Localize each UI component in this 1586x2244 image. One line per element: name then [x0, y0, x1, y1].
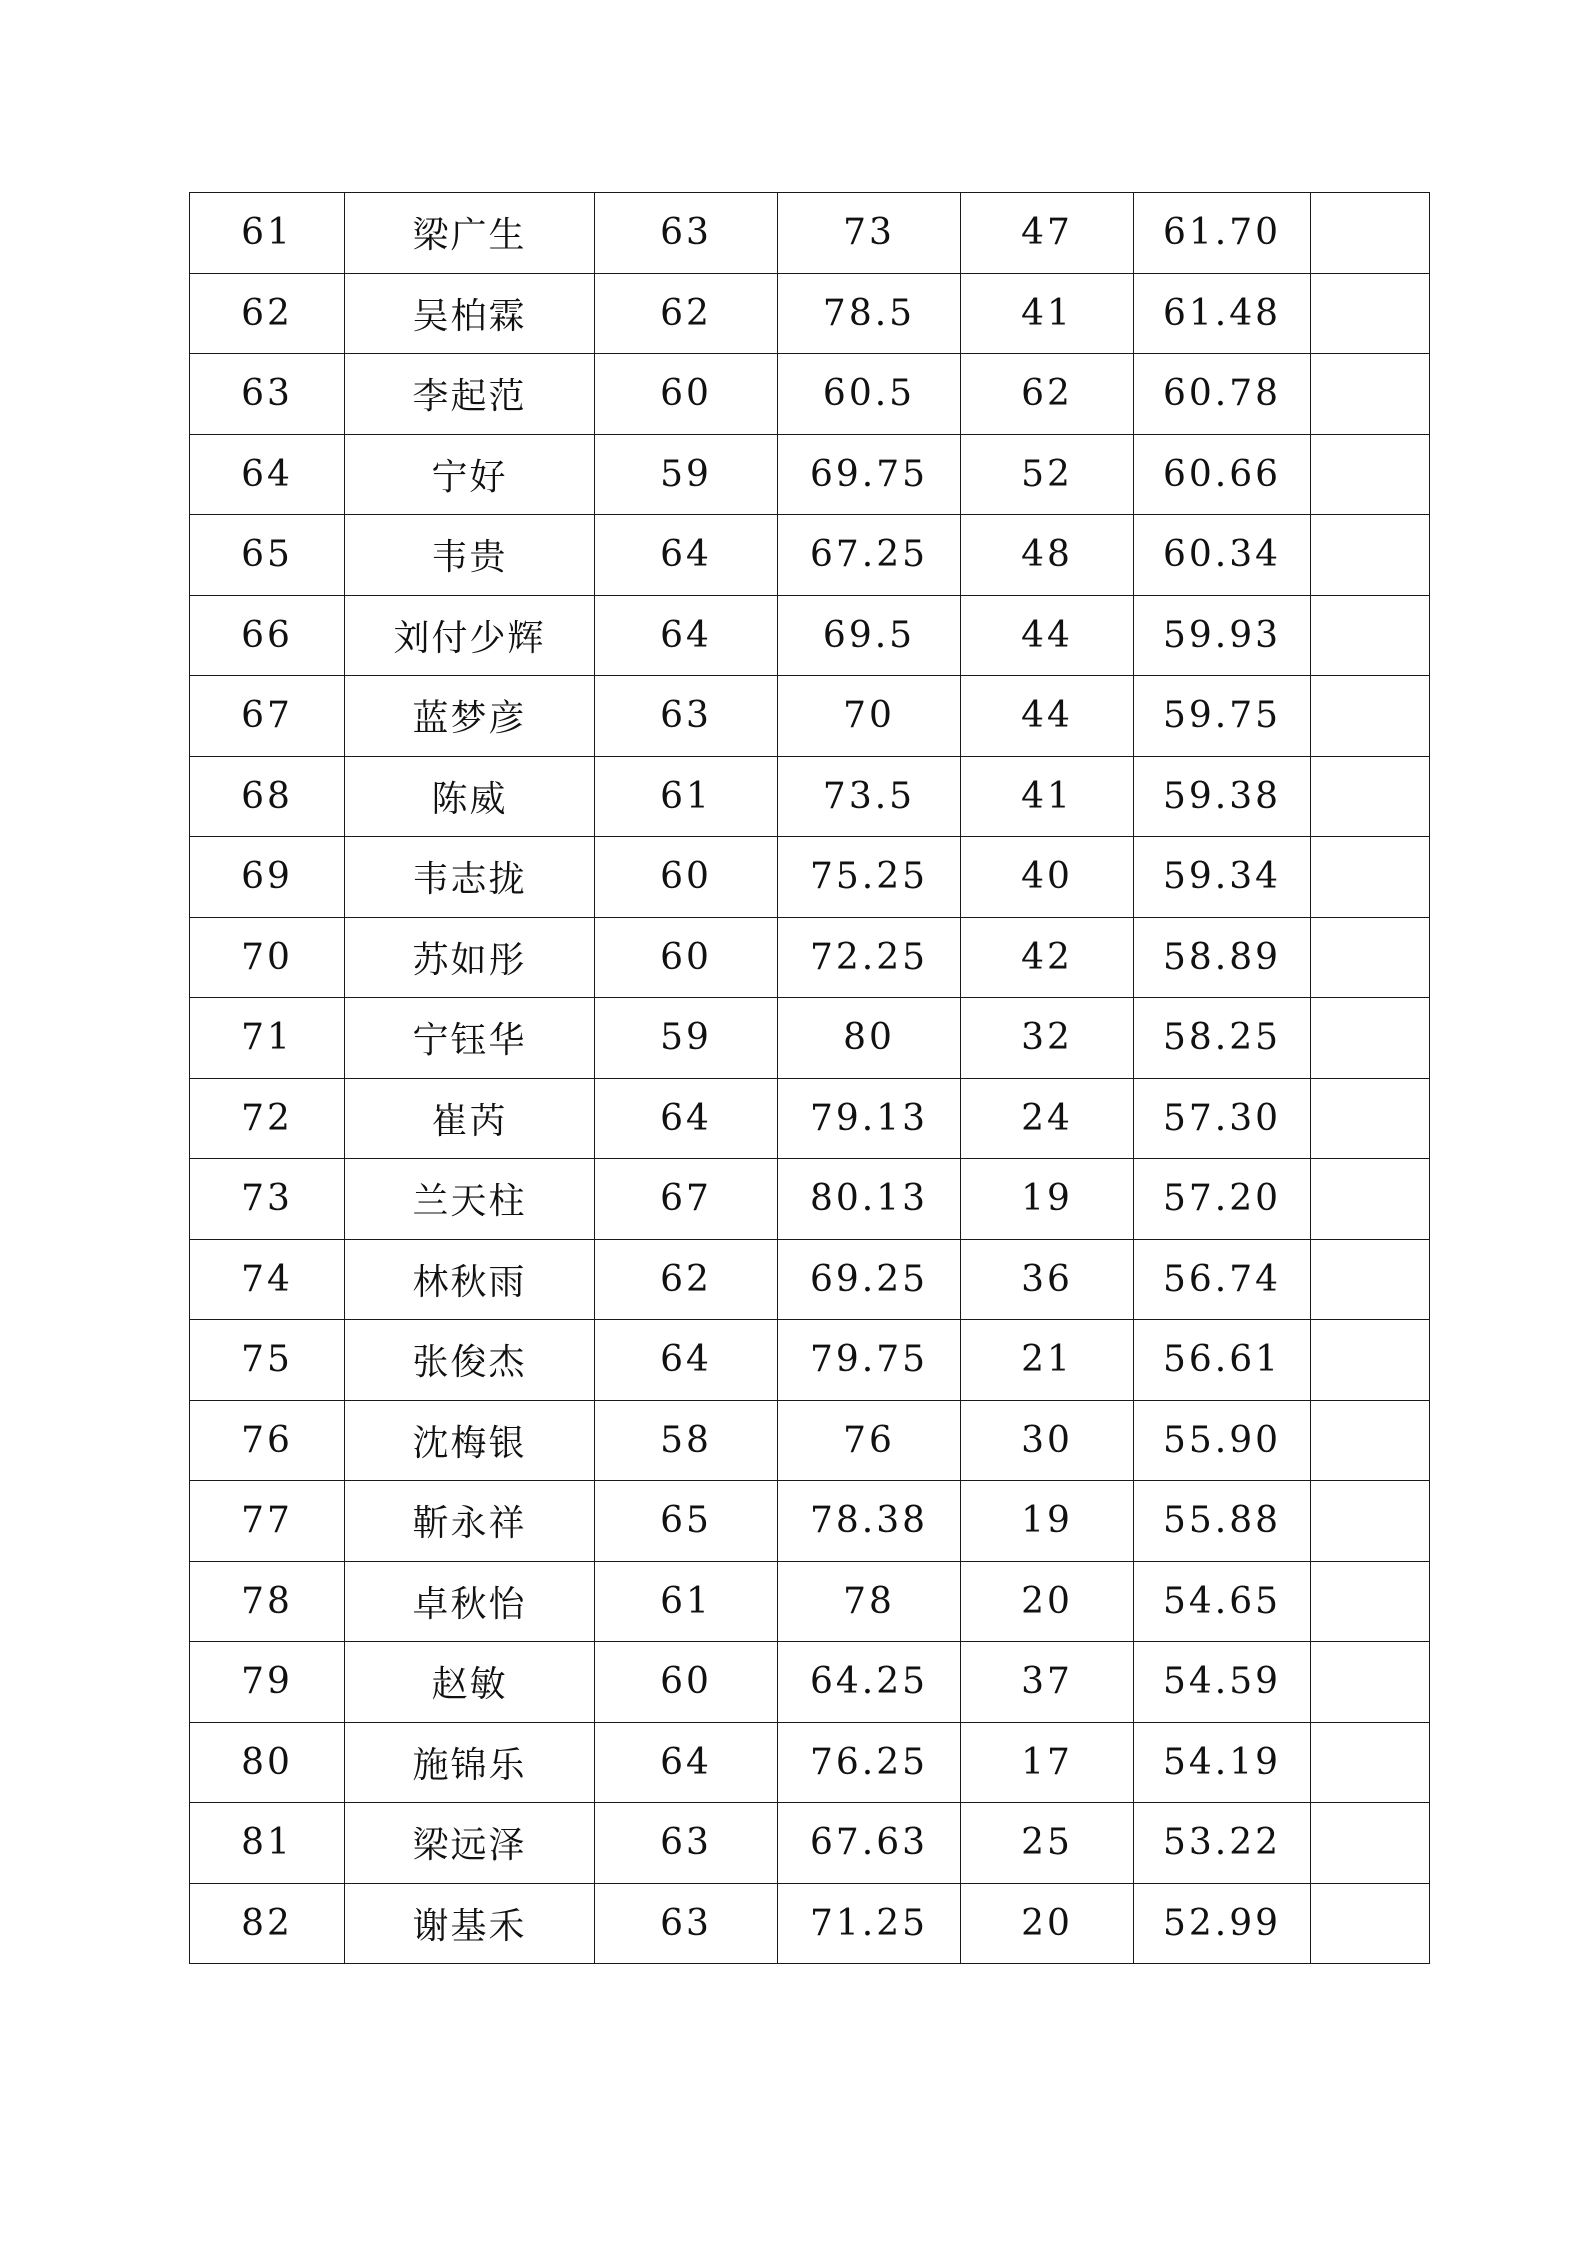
score-b-cell: 67.25	[778, 515, 961, 596]
table-row	[190, 273, 1430, 354]
row-number-cell: 78	[190, 1561, 345, 1642]
remarks-cell	[1311, 354, 1430, 435]
remarks-cell	[1311, 1239, 1430, 1320]
candidate-name-cell: 赵敏	[345, 1642, 595, 1723]
remarks-cell	[1311, 193, 1430, 274]
score-c-cell: 25	[961, 1803, 1134, 1884]
remarks-cell	[1311, 515, 1430, 596]
candidate-name-cell: 林秋雨	[345, 1239, 595, 1320]
score-b-cell: 76	[778, 1400, 961, 1481]
candidate-name-cell: 崔芮	[345, 1078, 595, 1159]
score-a-cell: 62	[595, 273, 778, 354]
table-row	[190, 917, 1430, 998]
candidate-name-cell: 苏如彤	[345, 917, 595, 998]
row-number-cell: 65	[190, 515, 345, 596]
row-number-cell: 66	[190, 595, 345, 676]
score-c-cell: 19	[961, 1159, 1134, 1240]
table-row	[190, 1883, 1430, 1964]
row-number-cell: 68	[190, 756, 345, 837]
score-b-cell: 64.25	[778, 1642, 961, 1723]
table-row	[190, 434, 1430, 515]
total-score-cell: 52.99	[1134, 1883, 1311, 1964]
table-row	[190, 837, 1430, 918]
remarks-cell	[1311, 434, 1430, 515]
total-score-cell: 57.20	[1134, 1159, 1311, 1240]
row-number-cell: 82	[190, 1883, 345, 1964]
remarks-cell	[1311, 1722, 1430, 1803]
table-row	[190, 1803, 1430, 1884]
remarks-cell	[1311, 676, 1430, 757]
total-score-cell: 55.90	[1134, 1400, 1311, 1481]
table-row	[190, 354, 1430, 435]
row-number-cell: 64	[190, 434, 345, 515]
total-score-cell: 60.34	[1134, 515, 1311, 596]
score-b-cell: 69.25	[778, 1239, 961, 1320]
score-a-cell: 63	[595, 1803, 778, 1884]
candidate-name-cell: 沈梅银	[345, 1400, 595, 1481]
total-score-cell: 54.19	[1134, 1722, 1311, 1803]
row-number-cell: 74	[190, 1239, 345, 1320]
score-b-cell: 60.5	[778, 354, 961, 435]
remarks-cell	[1311, 595, 1430, 676]
score-b-cell: 70	[778, 676, 961, 757]
row-number-cell: 63	[190, 354, 345, 435]
table-row	[190, 1078, 1430, 1159]
table-row	[190, 1481, 1430, 1562]
candidate-name-cell: 韦贵	[345, 515, 595, 596]
candidate-name-cell: 张俊杰	[345, 1320, 595, 1401]
score-a-cell: 64	[595, 1078, 778, 1159]
score-b-cell: 78.5	[778, 273, 961, 354]
total-score-cell: 58.89	[1134, 917, 1311, 998]
score-c-cell: 32	[961, 998, 1134, 1079]
score-a-cell: 63	[595, 1883, 778, 1964]
score-a-cell: 64	[595, 595, 778, 676]
remarks-cell	[1311, 1642, 1430, 1723]
table-row	[190, 1722, 1430, 1803]
score-b-cell: 69.5	[778, 595, 961, 676]
score-c-cell: 36	[961, 1239, 1134, 1320]
score-b-cell: 71.25	[778, 1883, 961, 1964]
score-table	[189, 192, 1430, 1964]
score-b-cell: 73.5	[778, 756, 961, 837]
score-a-cell: 62	[595, 1239, 778, 1320]
candidate-name-cell: 蓝梦彦	[345, 676, 595, 757]
row-number-cell: 71	[190, 998, 345, 1079]
row-number-cell: 73	[190, 1159, 345, 1240]
score-c-cell: 19	[961, 1481, 1134, 1562]
score-c-cell: 52	[961, 434, 1134, 515]
score-b-cell: 76.25	[778, 1722, 961, 1803]
score-a-cell: 63	[595, 193, 778, 274]
score-b-cell: 79.75	[778, 1320, 961, 1401]
table-row	[190, 595, 1430, 676]
candidate-name-cell: 宁好	[345, 434, 595, 515]
remarks-cell	[1311, 756, 1430, 837]
candidate-name-cell: 韦志拢	[345, 837, 595, 918]
score-a-cell: 59	[595, 998, 778, 1079]
candidate-name-cell: 梁广生	[345, 193, 595, 274]
total-score-cell: 61.48	[1134, 273, 1311, 354]
score-b-cell: 73	[778, 193, 961, 274]
table-row	[190, 676, 1430, 757]
total-score-cell: 61.70	[1134, 193, 1311, 274]
score-a-cell: 61	[595, 756, 778, 837]
score-c-cell: 37	[961, 1642, 1134, 1723]
score-c-cell: 44	[961, 676, 1134, 757]
row-number-cell: 81	[190, 1803, 345, 1884]
total-score-cell: 56.61	[1134, 1320, 1311, 1401]
total-score-cell: 53.22	[1134, 1803, 1311, 1884]
total-score-cell: 60.66	[1134, 434, 1311, 515]
remarks-cell	[1311, 1561, 1430, 1642]
row-number-cell: 62	[190, 273, 345, 354]
remarks-cell	[1311, 1078, 1430, 1159]
candidate-name-cell: 刘付少辉	[345, 595, 595, 676]
score-b-cell: 72.25	[778, 917, 961, 998]
table-row	[190, 1561, 1430, 1642]
score-c-cell: 40	[961, 837, 1134, 918]
total-score-cell: 55.88	[1134, 1481, 1311, 1562]
remarks-cell	[1311, 273, 1430, 354]
score-b-cell: 80.13	[778, 1159, 961, 1240]
candidate-name-cell: 宁钰华	[345, 998, 595, 1079]
table-row	[190, 1400, 1430, 1481]
remarks-cell	[1311, 998, 1430, 1079]
score-a-cell: 60	[595, 837, 778, 918]
table-row	[190, 193, 1430, 274]
score-c-cell: 41	[961, 756, 1134, 837]
candidate-name-cell: 靳永祥	[345, 1481, 595, 1562]
total-score-cell: 58.25	[1134, 998, 1311, 1079]
score-a-cell: 64	[595, 1320, 778, 1401]
row-number-cell: 70	[190, 917, 345, 998]
score-b-cell: 67.63	[778, 1803, 961, 1884]
row-number-cell: 61	[190, 193, 345, 274]
score-b-cell: 69.75	[778, 434, 961, 515]
row-number-cell: 76	[190, 1400, 345, 1481]
total-score-cell: 59.34	[1134, 837, 1311, 918]
score-a-cell: 60	[595, 354, 778, 435]
candidate-name-cell: 卓秋怡	[345, 1561, 595, 1642]
total-score-cell: 60.78	[1134, 354, 1311, 435]
table-row	[190, 998, 1430, 1079]
score-c-cell: 20	[961, 1561, 1134, 1642]
remarks-cell	[1311, 1883, 1430, 1964]
candidate-name-cell: 梁远泽	[345, 1803, 595, 1884]
score-b-cell: 78.38	[778, 1481, 961, 1562]
total-score-cell: 56.74	[1134, 1239, 1311, 1320]
remarks-cell	[1311, 917, 1430, 998]
score-b-cell: 80	[778, 998, 961, 1079]
table-row	[190, 1159, 1430, 1240]
score-c-cell: 21	[961, 1320, 1134, 1401]
score-a-cell: 61	[595, 1561, 778, 1642]
candidate-name-cell: 谢基禾	[345, 1883, 595, 1964]
score-a-cell: 64	[595, 1722, 778, 1803]
total-score-cell: 57.30	[1134, 1078, 1311, 1159]
score-c-cell: 41	[961, 273, 1134, 354]
row-number-cell: 77	[190, 1481, 345, 1562]
total-score-cell: 59.93	[1134, 595, 1311, 676]
score-a-cell: 67	[595, 1159, 778, 1240]
score-a-cell: 60	[595, 917, 778, 998]
score-a-cell: 60	[595, 1642, 778, 1723]
total-score-cell: 54.65	[1134, 1561, 1311, 1642]
score-b-cell: 75.25	[778, 837, 961, 918]
remarks-cell	[1311, 1803, 1430, 1884]
candidate-name-cell: 吴柏霖	[345, 273, 595, 354]
score-b-cell: 79.13	[778, 1078, 961, 1159]
total-score-cell: 59.38	[1134, 756, 1311, 837]
row-number-cell: 80	[190, 1722, 345, 1803]
score-a-cell: 65	[595, 1481, 778, 1562]
score-a-cell: 63	[595, 676, 778, 757]
table-row	[190, 1642, 1430, 1723]
score-c-cell: 44	[961, 595, 1134, 676]
score-c-cell: 62	[961, 354, 1134, 435]
row-number-cell: 79	[190, 1642, 345, 1723]
total-score-cell: 59.75	[1134, 676, 1311, 757]
score-c-cell: 48	[961, 515, 1134, 596]
score-c-cell: 17	[961, 1722, 1134, 1803]
table-row	[190, 756, 1430, 837]
remarks-cell	[1311, 1320, 1430, 1401]
candidate-name-cell: 李起范	[345, 354, 595, 435]
total-score-cell: 54.59	[1134, 1642, 1311, 1723]
candidate-name-cell: 兰天柱	[345, 1159, 595, 1240]
score-a-cell: 58	[595, 1400, 778, 1481]
table-body	[190, 193, 1430, 1964]
score-c-cell: 24	[961, 1078, 1134, 1159]
score-c-cell: 42	[961, 917, 1134, 998]
table-row	[190, 1320, 1430, 1401]
score-b-cell: 78	[778, 1561, 961, 1642]
candidate-name-cell: 施锦乐	[345, 1722, 595, 1803]
table-row	[190, 515, 1430, 596]
row-number-cell: 72	[190, 1078, 345, 1159]
remarks-cell	[1311, 1159, 1430, 1240]
score-a-cell: 64	[595, 515, 778, 596]
score-a-cell: 59	[595, 434, 778, 515]
row-number-cell: 75	[190, 1320, 345, 1401]
remarks-cell	[1311, 1481, 1430, 1562]
candidate-name-cell: 陈威	[345, 756, 595, 837]
row-number-cell: 69	[190, 837, 345, 918]
score-c-cell: 30	[961, 1400, 1134, 1481]
table-row	[190, 1239, 1430, 1320]
remarks-cell	[1311, 1400, 1430, 1481]
remarks-cell	[1311, 837, 1430, 918]
row-number-cell: 67	[190, 676, 345, 757]
score-c-cell: 47	[961, 193, 1134, 274]
score-c-cell: 20	[961, 1883, 1134, 1964]
